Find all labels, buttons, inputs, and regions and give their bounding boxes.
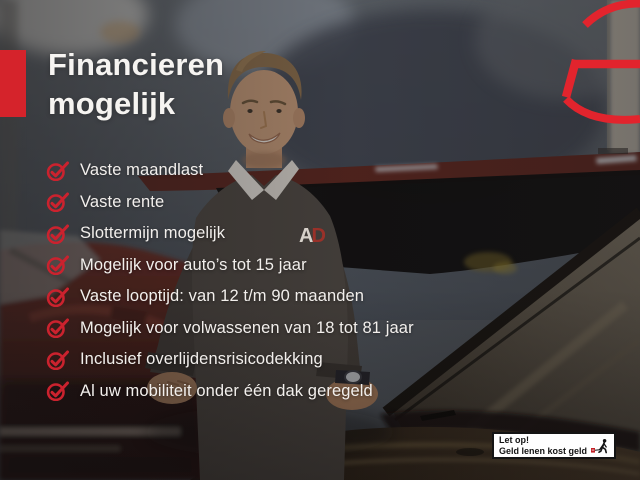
finance-benefits-list [46,155,414,407]
list-item [46,250,414,282]
credit-warning-line-1: Let op! [499,435,529,445]
list-item-label: Mogelijk voor auto’s tot 15 jaar [80,255,307,274]
check-circle-icon [46,350,69,370]
list-item [46,376,414,408]
list-item-label: Mogelijk voor volwassenen van 18 tot 81 jaar [80,318,414,337]
check-circle-icon [46,192,69,212]
red-accent-square [0,50,26,117]
credit-warning-line-2: Geld lenen kost geld [499,445,588,456]
credit-warning-text [499,435,587,456]
sweater-brand-letter-a: A [299,225,312,247]
list-item-label: Inclusief overlijdensrisicodekking [80,350,323,369]
page-title [48,45,224,123]
list-item [46,281,414,313]
list-item-label: Vaste maandlast [80,161,204,180]
list-item [46,218,414,250]
list-item [46,187,414,219]
list-item-label: Slottermijn mogelijk [80,224,226,243]
check-circle-icon [46,224,69,244]
list-item [46,344,414,376]
list-item-label: Vaste rente [80,192,165,211]
list-item [46,313,414,345]
check-circle-icon [46,318,69,338]
title-line-2: mogelijk [48,86,176,121]
check-circle-icon [46,381,69,401]
check-circle-icon [46,287,69,307]
check-circle-icon [46,255,69,275]
list-item [46,155,414,187]
list-item-label: Al uw mobiliteit onder één dak geregeld [80,381,373,400]
check-circle-icon [46,161,69,181]
man-dragging-weight-icon [590,438,612,454]
sweater-brand-letter-d: D [311,225,324,247]
list-item-label: Vaste looptijd: van 12 t/m 90 maanden [80,287,365,306]
title-line-1: Financieren [48,47,225,82]
brand-arc-logo [555,0,640,130]
credit-warning-badge [492,432,616,459]
